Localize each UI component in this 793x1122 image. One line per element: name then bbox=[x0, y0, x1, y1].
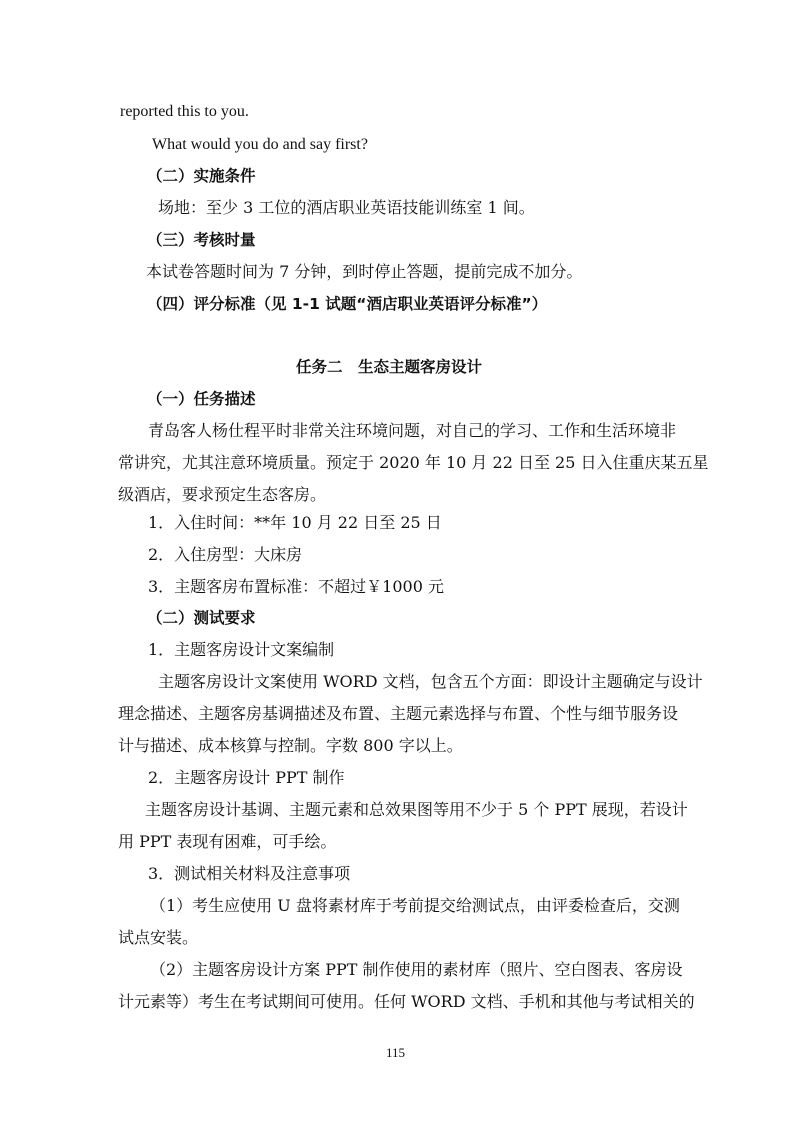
continuation-line-1: reported this to you. bbox=[120, 103, 249, 120]
task2-title: 任务二 生态主题客房设计 bbox=[296, 358, 483, 376]
task2-desc-line-3: 级酒店，要求预定生态客房。 bbox=[118, 485, 327, 504]
req1-line-3: 计与描述、成本核算与控制。字数 800 字以上。 bbox=[118, 736, 463, 755]
req1-line-1: 主题客房设计文案使用 WORD 文档，包含五个方面：即设计主题确定与设计 bbox=[158, 672, 703, 691]
conditions-text: 场地：至少 3 工位的酒店职业英语技能训练室 1 间。 bbox=[158, 198, 535, 217]
req3-p1-line-2: 试点安装。 bbox=[118, 928, 199, 947]
continuation-line-2: What would you do and say first? bbox=[152, 136, 368, 153]
section-heading-time: （三）考核时量 bbox=[147, 231, 256, 249]
req3-p2-line-2: 计元素等）考生在考试期间可使用。任何 WORD 文档、手机和其他与考试相关的 bbox=[118, 992, 695, 1011]
req1-line-2: 理念描述、主题客房基调描述及布置、主题元素选择与布置、个性与细节服务设 bbox=[118, 704, 679, 723]
section-heading-standard: （四）评分标准（见 1-1 试题“酒店职业英语评分标准”） bbox=[147, 295, 548, 313]
time-text: 本试卷答题时间为 7 分钟，到时停止答题，提前完成不加分。 bbox=[146, 262, 583, 281]
req1-title: 1．主题客房设计文案编制 bbox=[148, 640, 335, 659]
task2-desc-line-2: 常讲究，尤其注意环境质量。预定于 2020 年 10 月 22 日至 25 日入住重庆某五星 bbox=[118, 453, 709, 472]
section-heading-conditions: （二）实施条件 bbox=[147, 167, 256, 185]
task2-req-heading: （二）测试要求 bbox=[147, 609, 256, 627]
req3-p1-line-1: （1）考生应使用 U 盘将素材库于考前提交给测试点，由评委检查后，交测 bbox=[150, 896, 680, 915]
req3-p2-line-1: （2）主题客房设计方案 PPT 制作使用的素材库（照片、空白图表、客房设 bbox=[150, 960, 683, 979]
req2-line-2: 用 PPT 表现有困难，可手绘。 bbox=[118, 832, 337, 851]
req3-title: 3．测试相关材料及注意事项 bbox=[148, 864, 351, 883]
req2-title: 2．主题客房设计 PPT 制作 bbox=[148, 768, 345, 787]
req2-line-1: 主题客房设计基调、主题元素和总效果图等用不少于 5 个 PPT 展现，若设计 bbox=[145, 800, 688, 819]
task2-item-1: 1．入住时间：**年 10 月 22 日至 25 日 bbox=[148, 513, 442, 532]
task2-desc-line-1: 青岛客人杨仕程平时非常关注环境问题，对自己的学习、工作和生活环境非 bbox=[148, 421, 677, 440]
task2-item-2: 2．入住房型：大床房 bbox=[148, 545, 303, 564]
page-number: 115 bbox=[386, 1045, 406, 1060]
task2-desc-heading: （一）任务描述 bbox=[147, 390, 256, 408]
task2-item-3: 3．主题客房布置标准：不超过￥1000 元 bbox=[148, 577, 444, 596]
